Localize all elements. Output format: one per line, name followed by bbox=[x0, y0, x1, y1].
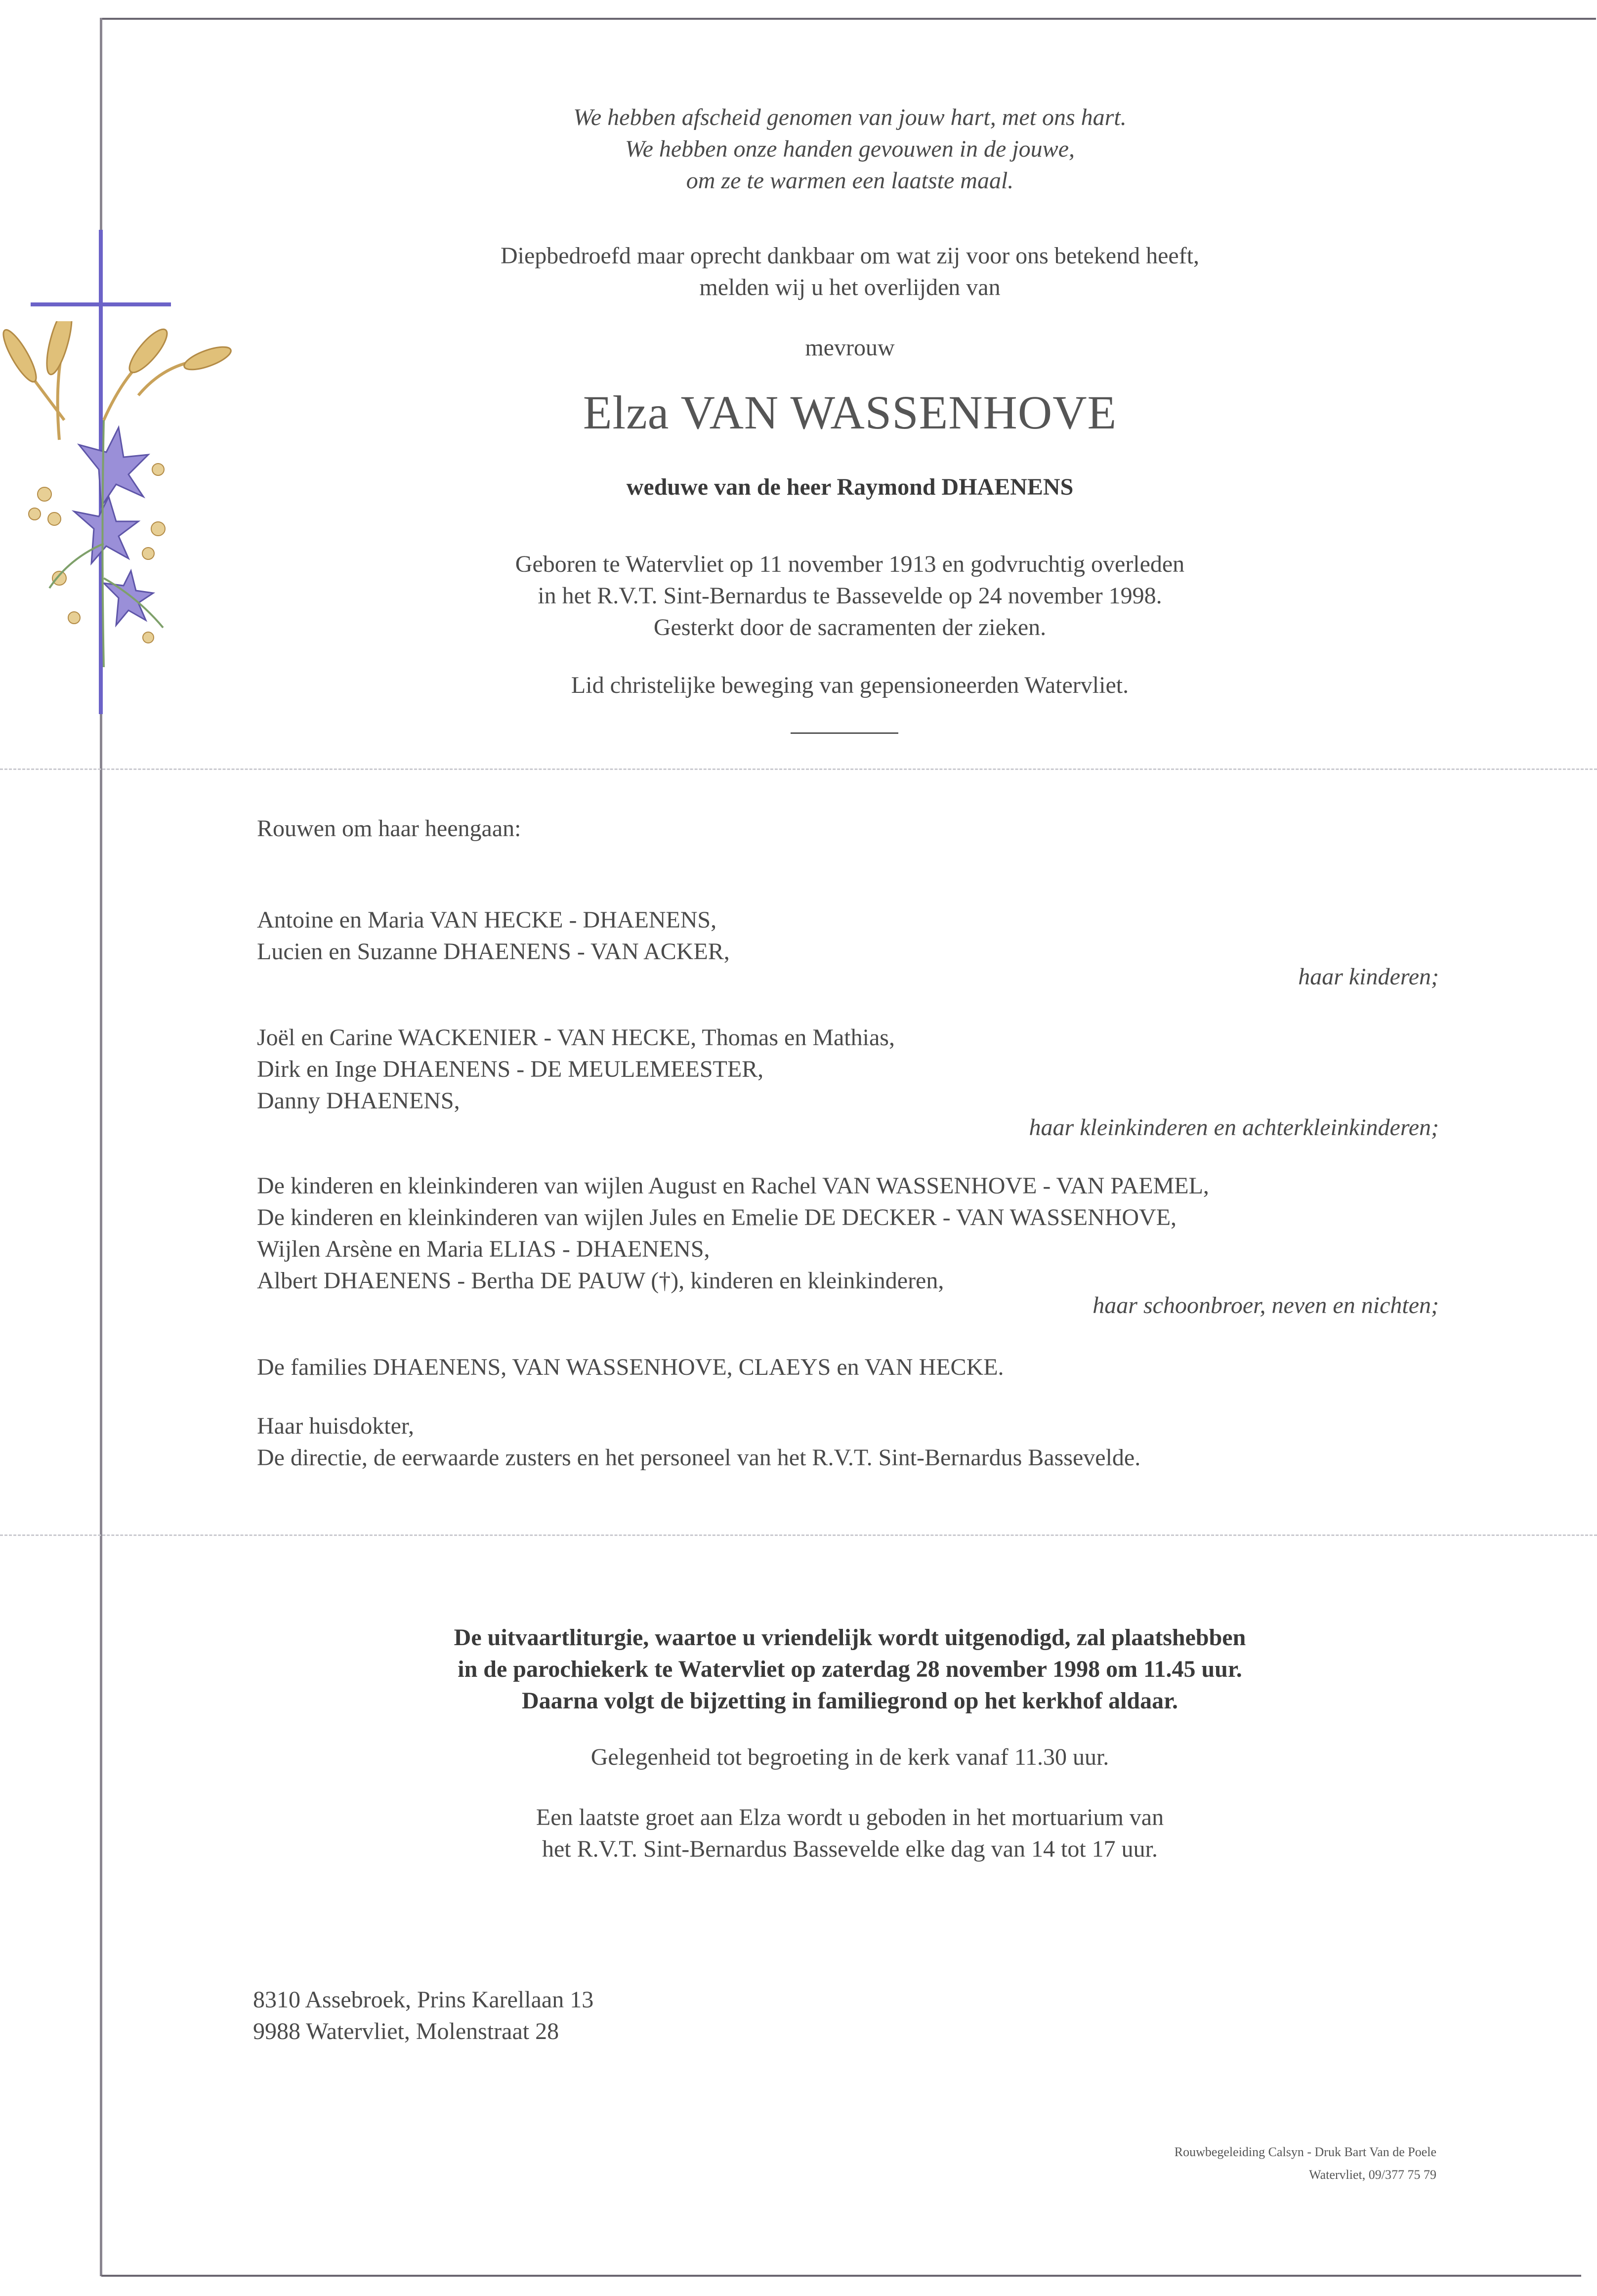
deceased-name-text: Elza VAN WASSENHOVE bbox=[583, 386, 1117, 439]
mourners-intro-text: Rouwen om haar heengaan: bbox=[257, 815, 521, 842]
families-text: De families DHAENENS, VAN WASSENHOVE, CLAEYS en VAN HECKE. bbox=[257, 1354, 1004, 1380]
life-line: Gesterkt door de sacramenten der zieken. bbox=[653, 614, 1047, 640]
announcement-line: Diepbedroefd maar oprecht dankbaar om wat zij voor ons betekend heeft, bbox=[500, 243, 1200, 269]
poem-line: We hebben onze handen gevouwen in de jouwe, bbox=[625, 136, 1075, 162]
membership bbox=[0, 670, 1597, 701]
page-border-bottom bbox=[101, 2275, 1581, 2277]
printer-line: Rouwbegeleiding Calsyn - Druk Bart Van de Poele bbox=[1174, 2145, 1436, 2159]
salutation bbox=[0, 332, 1597, 364]
announcement-block bbox=[0, 240, 1597, 303]
care-line: De directie, de eerwaarde zusters en het personeel van het R.V.T. Sint-Bernardus Bassevelde. bbox=[257, 1445, 1141, 1471]
greeting-opportunity-text: Gelegenheid tot begroeting in de kerk vanaf 11.30 uur. bbox=[590, 1744, 1109, 1770]
relatives-label: haar schoonbroer, neven en nichten; bbox=[1093, 1292, 1439, 1318]
separator-line bbox=[791, 732, 898, 734]
fold-line bbox=[0, 1534, 1597, 1536]
funeral-block bbox=[0, 1622, 1597, 1717]
poem-line: om ze te warmen een laatste maal. bbox=[686, 168, 1014, 194]
funeral-line: De uitvaartliturgie, waartoe u vriendelijk wordt uitgenodigd, zal plaatshebben bbox=[454, 1624, 1246, 1651]
care-line: Haar huisdokter, bbox=[257, 1413, 414, 1439]
fold-line bbox=[0, 768, 1597, 770]
list-item: De kinderen en kleinkinderen van wijlen Jules en Emelie DE DECKER - VAN WASSENHOVE, bbox=[257, 1204, 1177, 1231]
deceased-name bbox=[0, 385, 1597, 440]
widow-line bbox=[0, 471, 1597, 503]
list-item: Joël en Carine WACKENIER - VAN HECKE, Thomas en Mathias, bbox=[257, 1024, 895, 1051]
address-line: 9988 Watervliet, Molenstraat 28 bbox=[253, 2018, 559, 2044]
printer-line: Watervliet, 09/377 75 79 bbox=[1309, 2168, 1436, 2182]
widow-line-text: weduwe van de heer Raymond DHAENENS bbox=[626, 474, 1074, 500]
printer-credit bbox=[1175, 2141, 1436, 2186]
funeral-line: in de parochiekerk te Watervliet op zaterdag 28 november 1998 om 11.45 uur. bbox=[458, 1656, 1242, 1682]
funeral-line: Daarna volgt de bijzetting in familiegrond op het kerkhof aldaar. bbox=[521, 1688, 1178, 1714]
addresses-block bbox=[253, 1984, 593, 2047]
list-item: De kinderen en kleinkinderen van wijlen August en Rachel VAN WASSENHOVE - VAN PAEMEL, bbox=[257, 1173, 1209, 1199]
life-line: in het R.V.T. Sint-Bernardus te Bassevelde op 24 november 1998. bbox=[538, 583, 1162, 609]
list-item: Dirk en Inge DHAENENS - DE MEULEMEESTER, bbox=[257, 1056, 764, 1082]
salutation-text: mevrouw bbox=[805, 335, 895, 361]
life-block bbox=[0, 549, 1597, 643]
poem-line: We hebben afscheid genomen van jouw hart, met ons hart. bbox=[573, 104, 1127, 130]
last-greeting-line: het R.V.T. Sint-Bernardus Bassevelde elke dag van 14 tot 17 uur. bbox=[542, 1836, 1158, 1862]
grandchildren-label: haar kleinkinderen en achterkleinkinderen; bbox=[1029, 1114, 1439, 1141]
list-item: Wijlen Arsène en Maria ELIAS - DHAENENS, bbox=[257, 1236, 710, 1262]
grandchildren-list bbox=[257, 1022, 895, 1117]
address-line: 8310 Assebroek, Prins Karellaan 13 bbox=[253, 1987, 594, 2013]
care-block bbox=[257, 1410, 1140, 1474]
list-item: Antoine en Maria VAN HECKE - DHAENENS, bbox=[257, 907, 717, 933]
list-item: Albert DHAENENS - Bertha DE PAUW (†), kinderen en kleinkinderen, bbox=[257, 1268, 944, 1294]
poem-block bbox=[0, 102, 1597, 197]
children-label: haar kinderen; bbox=[1298, 964, 1439, 990]
children-list bbox=[257, 904, 730, 968]
mourners-intro bbox=[257, 813, 521, 845]
families bbox=[257, 1352, 1004, 1383]
list-item: Lucien en Suzanne DHAENENS - VAN ACKER, bbox=[257, 938, 730, 965]
list-item: Danny DHAENENS, bbox=[257, 1088, 460, 1114]
last-greeting-line: Een laatste groet aan Elza wordt u geboden in het mortuarium van bbox=[536, 1804, 1164, 1830]
relatives-list bbox=[257, 1170, 1209, 1297]
membership-text: Lid christelijke beweging van gepensioneerden Watervliet. bbox=[571, 672, 1129, 698]
announcement-line: melden wij u het overlijden van bbox=[699, 274, 1001, 300]
life-line: Geboren te Watervliet op 11 november 1913 en godvruchtig overleden bbox=[515, 551, 1185, 577]
greeting-opportunity bbox=[0, 1742, 1597, 1773]
last-greeting-block bbox=[0, 1802, 1597, 1865]
page-border-top bbox=[101, 18, 1596, 20]
